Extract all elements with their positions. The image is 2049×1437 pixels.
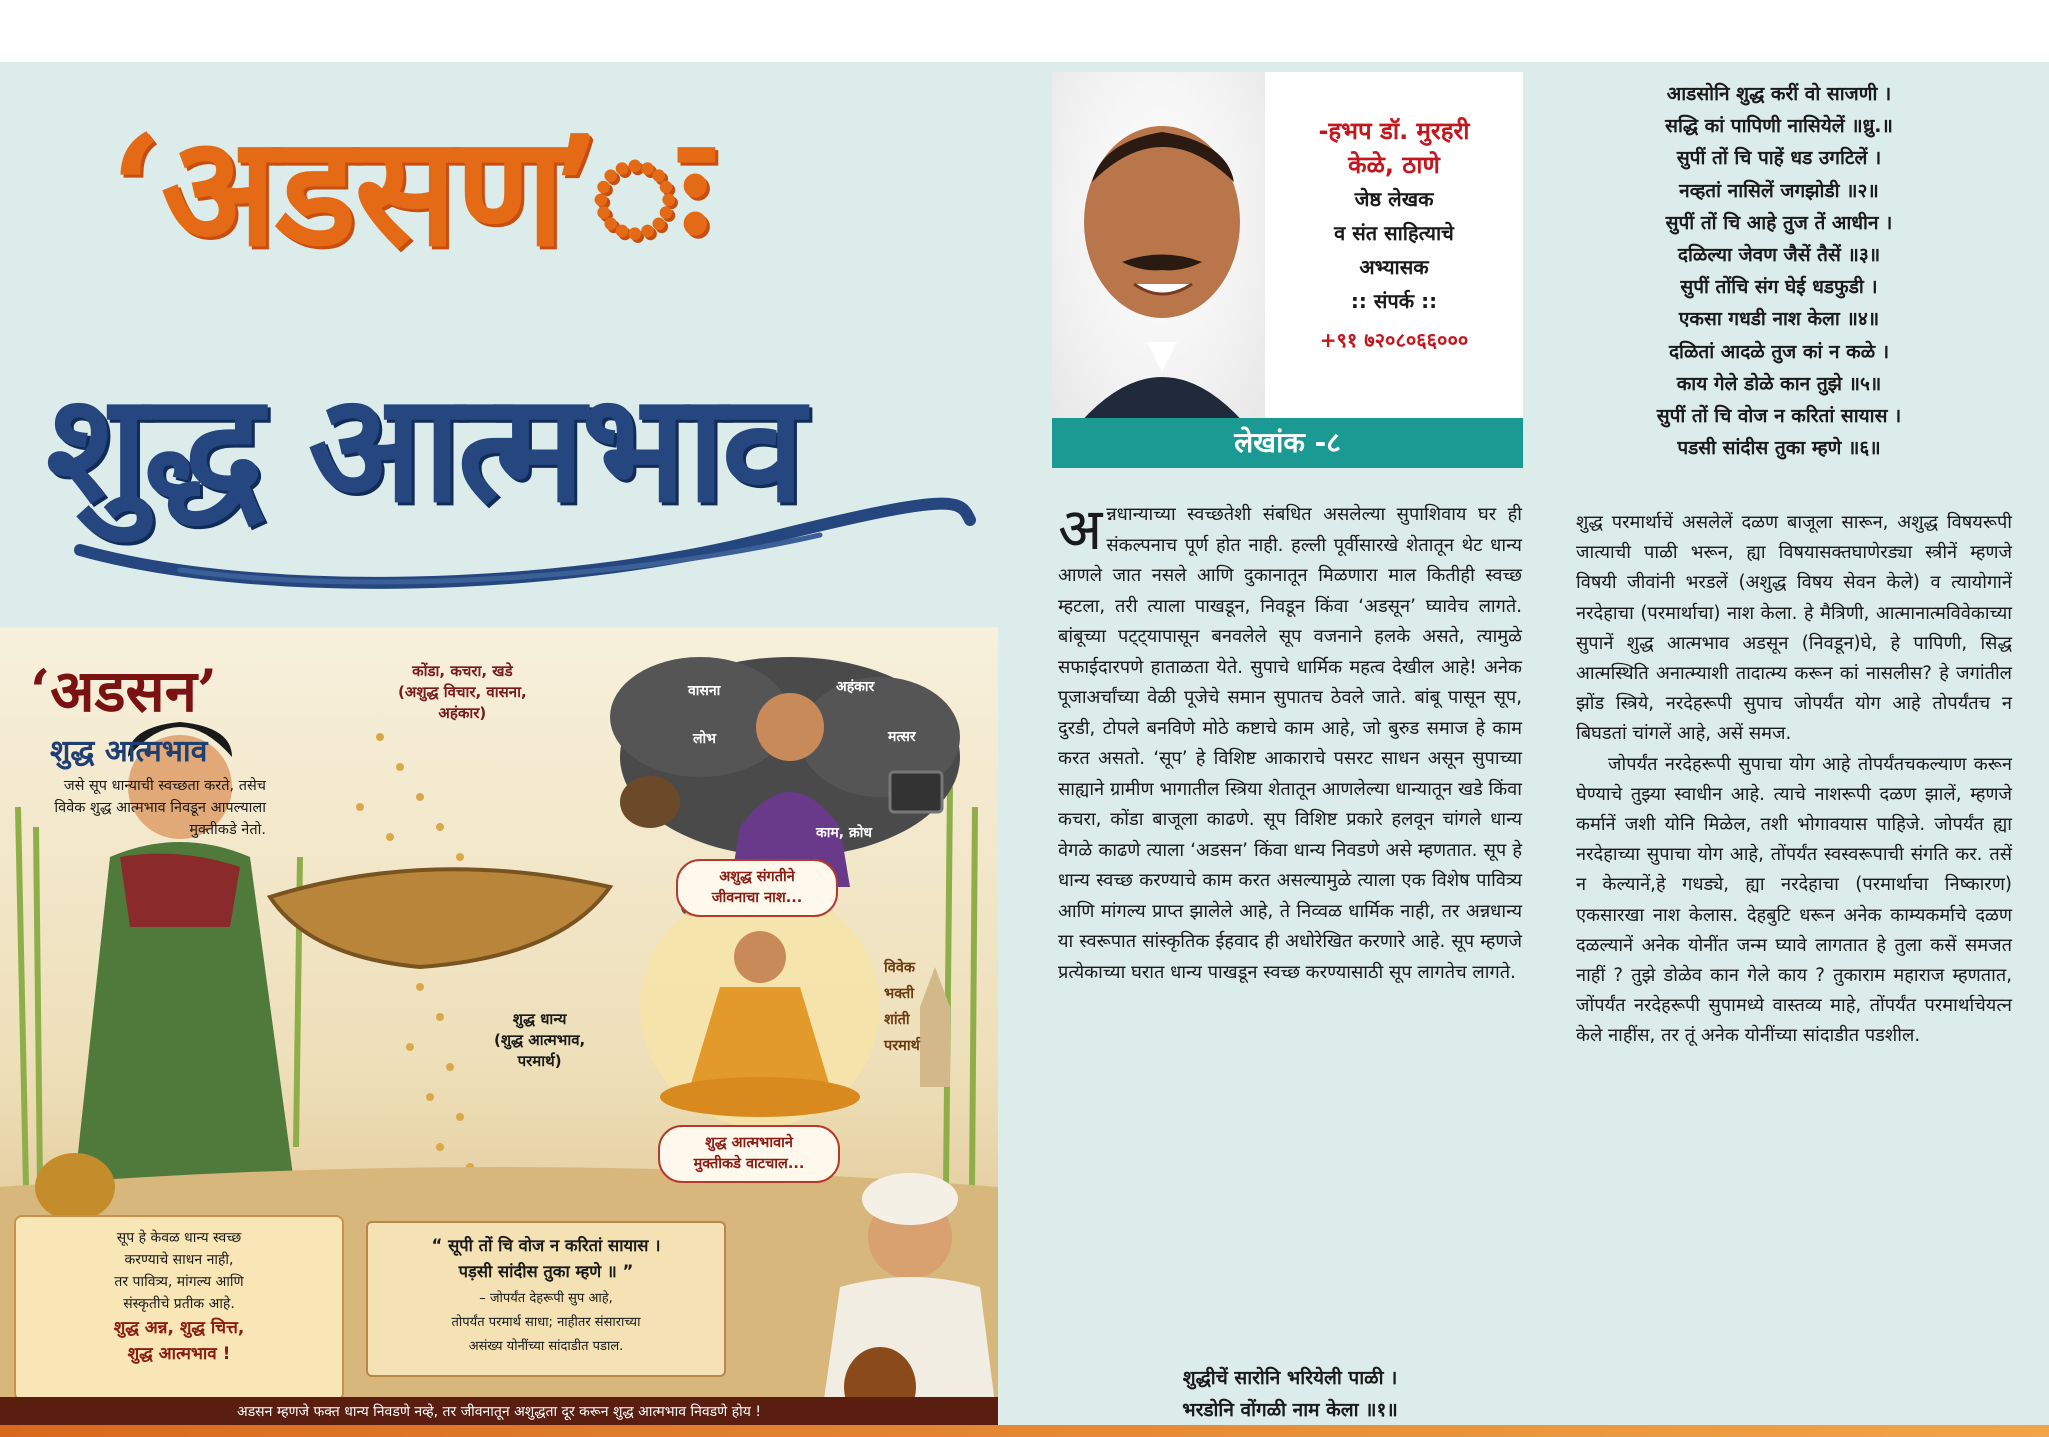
illustration-footer-banner: अडसन म्हणजे फक्त धान्य निवडणे नव्हे, तर जीवनातून अशुद्धता दूर करून शुद्ध आत्मभाव निवडणे होय ! — [0, 1397, 998, 1427]
author-phone: +९१ ७२०८०६६००० — [1319, 328, 1469, 352]
author-name-line1: -हभप डॉ. मुरहरी — [1318, 117, 1470, 145]
author-info-panel — [1265, 72, 1523, 418]
title-swash-decoration — [60, 480, 990, 600]
article-paragraph-1: न्नधान्याच्या स्वच्छतेशी संबधित असलेल्या सुपाशिवाय घर ही संकल्पनाच पूर्ण होत नाही. हल्ली पूर्वीसारखे शेतातून थेट धान्य आणले जात नसले आणि दुकानातून मिळणारा माल कितीही स्वच्छ म्हटला, तरी त्याला पाखडून, निवडून किंवा ‘अडसून’ घ्यावेच लागते. बांबूच्या पट्ट्यापासून बनवलेले सूप वजनाने हलके असते, त्यामुळे सफाईदारपणे हाताळता येते. सुपाचे धार्मिक महत्व देखील आहे! अनेक पूजाअर्चांच्या वेळी पूजेचे समान सुपातच ठेवले जाते. बांबू पासून सूप, दुरडी, टोपले बनविणे मोठे कष्टाचे काम आहे, जो बुरुड समाज हे काम करत असतो. ‘सूप’ हे विशिष्ट आकाराचे पसरट साधन असून सुपाच्या साह्याने ग्रामीण भागातील स्त्रिया शेतातून आणलेल्या धान्यातून खडे किंवा कचरा, कोंडा बाजूला काढणे. सूप विशिष्ट प्रकारे हलवून चांगले धान्य वेगळे काढणे त्याला ‘अडसन’ किंवा धान्य निवडणे असे म्हणतात. सूप हे धान्य स्वच्छ करण्याचे काम करत असल्यामुळे त्याला एक विशेष पावित्र्य आणि मांगल्य प्राप्त झालेले आहे, ते निव्वळ धार्मिक नाही, तर अन्नधान्य या स्वरूपात सांस्कृतिक ईहवाद ही अधोरेखित करणारे आहे. सूप म्हणजे प्रत्येकाच्या घरात धान्य पाखडून स्वच्छ करण्यासाठी सूप लागतेच लागते. — [1058, 504, 1522, 983]
author-contact-label: :: संपर्क :: — [1350, 289, 1438, 313]
chaff-label: कोंडा, कचरा, खडे (अशुद्ध विचार, वासना, अहंकार) — [398, 662, 527, 722]
article-number-banner: लेखांक -८ — [1052, 418, 1523, 468]
grain-label: शुद्ध धान्य (शुद्ध आत्मभाव, परमार्थ) — [494, 1010, 586, 1070]
illustration-intro-text: जसे सूप धान्याची स्वच्छता करते, तसेच विवेक शुद्ध आत्मभाव निवडून आपल्याला मुक्तीकडे नेतो. — [54, 778, 266, 838]
article-paragraph-2: शुद्ध परमार्थाचें असलेलें दळण बाजूला सारून, अशुद्ध विषयरूपी जात्याची पाळी भरून, ह्या विषयासक्तघाणेरड्या स्त्रीनें म्हणजे विषयी जीवांनी भरडलें (अशुद्ध विषय सेवन केले) व त्यायोगानें नरदेहाचा (परमार्थाचा) नाश केला. हे मैत्रिणी, आत्मानात्मविवेकाच्या सुपानें शुद्ध आत्मभाव अडसून (निवडून)घे, हे पापिणी, सिद्ध आत्मस्थिति अनात्म्याशी तादात्म्य करून कां नासलीस? हे जगांतील झोंड स्त्रिये, नरदेहरूपी सुपाच जोपर्यंत योग आहे तोपर्यंतच न बिघडतां चांगलें आहे, असें समज. — [1576, 512, 2012, 745]
info-box-soop: सूप हे केवळ धान्य स्वच्छ करण्याचे साधन नाही, तर पावित्र्य, मांगल्य आणि संस्कृतीचे प्रतीक आहे. शुद्ध अन्न, शुद्ध चित्त, शुद्ध आत्मभाव ! — [14, 1215, 344, 1401]
abhang-verse-right: आडसोनि शुद्ध करीं वो साजणी । सद्धि कां पापिणी नासियेलें ॥ध्रु.॥ सुपीं तों चि पाहें धड उगटिलें । नव्हतां नासिलें जगझोडी ॥२॥ सुपीं तों चि आहे तुज तें आधीन । दळिल्या जेवण जैसें तैसें ॥३॥ सुपीं तोंचि संग घेई धडफुडी । एकसा गधडी नाश केला ॥४॥ दळितां आदळे तुज कां न कळे । काय गेले डोळे कान तुझे ॥५॥ सुपीं तों चि वोज न करितां सायास । पडसी सांदीस तुका म्हणे ॥६॥ — [1656, 83, 1902, 460]
cloud-word-kam-krodh: काम, क्रोध — [816, 825, 872, 841]
author-role-line3: अभ्यासक — [1359, 255, 1429, 279]
cloud-word-ahankar: अहंकार — [836, 679, 875, 695]
author-role-line2: व संत साहित्याचे — [1334, 221, 1454, 245]
drop-cap: अ — [1058, 495, 1103, 563]
headline-shuddha-atmabhav: शुद्ध आत्मभाव — [46, 360, 801, 536]
illustration-subtitle: शुद्ध आत्मभाव — [50, 734, 208, 769]
bubble-moksha-path: शुद्ध आत्मभावाने मुक्तीकडे वाटचाल... — [658, 1125, 840, 1183]
cloud-word-matsar: मत्सर — [888, 729, 916, 745]
cloud-word-lobh: लोभ — [693, 731, 716, 747]
illustration-title: ‘अडसन’ — [30, 657, 218, 725]
article-body-column-2 — [1576, 508, 2012, 1052]
author-role-line1: जेष्ठ लेखक — [1354, 187, 1434, 211]
abhang-verse-1: शुद्धीचें सारोनि भरियेली पाळी । भरडोनि वोंगळी नाम केला ॥१॥ — [1182, 1367, 1398, 1421]
bubble-ashuddha-sangat: अशुद्ध संगतीने जीवनाचा नाश... — [676, 859, 838, 917]
author-photo — [1052, 72, 1265, 432]
abhang-scroll: “ सूपी तों चि वोज न करितां सायास । पड़सी सांदीस तुका म्हणे ॥ ” – जोपर्यंत देहरूपी सुप आहे, तोपर्यंत परमार्थ साधा; नाहीतर संसाराच्या असंख्य योनींच्या सांदाडीत पडाल. — [366, 1221, 726, 1377]
cloud-word-vasana: वासना — [688, 683, 721, 699]
headline-adsan: ‘अडसण’ः — [110, 101, 709, 280]
virtue-list: विवेक भक्ती शांती परमार्थ — [884, 960, 920, 1054]
bottom-stripe — [0, 1425, 2049, 1437]
article-paragraph-3: जोपर्यंत नरदेहरूपी सुपाचा योग आहे तोपर्यंतचकल्याण करून घेण्याचे तुझ्या स्वाधीन आहे. त्याचे नाशरूपी दळण झालें, म्हणजे कर्मानें जशी योनि मिळेल, तशी भोगावयास पाहिजे. जोपर्यंत ह्या नरदेहाच्या सुपाचा योग आहे, तोंपर्यंत स्वस्वरूपाची संगति कर. तसें न केल्यानें,हे गधड्ये, ह्या नरदेहाचा (परमार्थाचा निष्कारण) एकसारखा नाश केलास. देहबुटि धरून अनेक काम्यकर्माचे दळण दळल्यानें अनेक योनींत जन्म घ्यावे लागतात हे तुला कसें समजत नाहीं ? तुझे डोळेव कान गेले काय ? तुकाराम महाराज म्हणतात, जोंपर्यंत नरदेहरूपी सुपामध्ये वास्तव्य माहे, तोंपर्यंत परमार्थाचेयत्न केले नाहींस, तर तूं अनेक योनींच्या सांदाडीत पडशील. — [1576, 753, 2012, 1047]
author-name-line2: केळे, ठाणे — [1348, 151, 1440, 179]
illustration-panel — [0, 627, 998, 1427]
article-body-column-1 — [1058, 495, 1522, 988]
